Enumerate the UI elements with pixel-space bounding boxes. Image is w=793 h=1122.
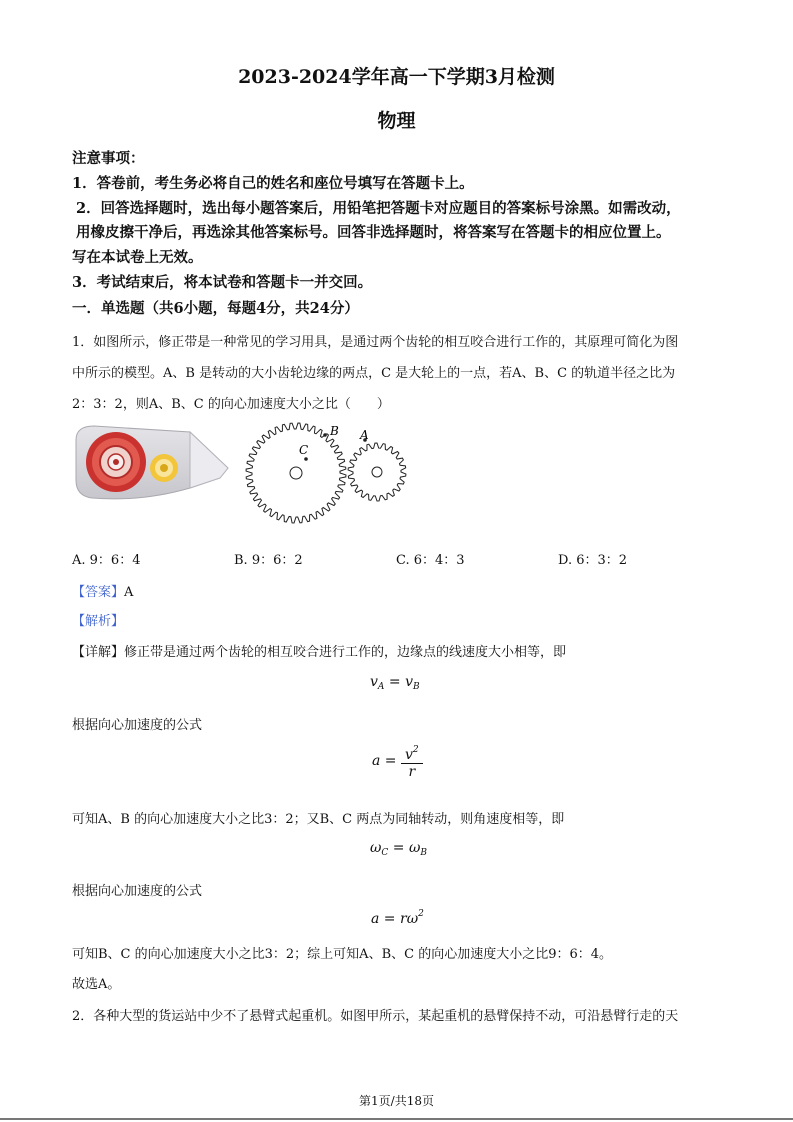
detail-tag: 【详解】	[72, 645, 125, 660]
notice-heading: 注意事项：	[72, 150, 145, 167]
q1-stem-line3: 2：3：2，则A、B、C 的向心加速度大小之比（ ）	[72, 397, 390, 412]
notice-item-1: 1．答卷前，考生务必将自己的姓名和座位号填写在答题卡上。	[72, 175, 474, 192]
detail-line2: 根据向心加速度的公式	[72, 718, 203, 733]
detail-line1	[72, 641, 566, 660]
option-a: A. 9：6：4	[72, 553, 141, 568]
conclusion: 故选A。	[72, 977, 121, 992]
q1-stem-line2: 中所示的模型。A、B 是转动的大小齿轮边缘的两点，C 是大轮上的一点，若A、B、C 的轨道半径之比为	[72, 366, 676, 381]
bottom-rule	[0, 1118, 793, 1120]
answer-line	[72, 581, 133, 600]
formula-acceleration-omega: $a = r\omega^2$	[371, 909, 424, 927]
correction-tape-photo	[72, 422, 232, 504]
label-b: B	[330, 424, 339, 438]
section-heading: 一．单选题（共6小题，每题4分，共24分）	[72, 300, 359, 317]
label-c: C	[299, 443, 309, 457]
option-d: D. 6：3：2	[558, 553, 628, 568]
answer-value: A	[124, 585, 134, 600]
formula-acceleration-v: a = $\frac{v^2}{r}$	[372, 742, 423, 780]
detail-text-1: 修正带是通过两个齿轮的相互咬合进行工作的，边缘点的线速度大小相等，即	[124, 645, 567, 660]
q1-stem-line1: 1．如图所示，修正带是一种常见的学习用具，是通过两个齿轮的相互咬合进行工作的，其原理可简化为图	[72, 335, 679, 350]
option-b: B. 9：6：2	[234, 553, 303, 568]
exam-title: 2023-2024学年高一下学期3月检测	[238, 66, 555, 88]
subject-title: 物理	[377, 110, 416, 132]
detail-line5: 可知B、C 的向心加速度大小之比3：2；综上可知A、B、C 的向心加速度大小之比9：6：4。	[72, 947, 613, 962]
small-gear	[348, 443, 406, 501]
gear-diagram	[244, 422, 414, 530]
page-footer: 第1页/共18页	[359, 1094, 434, 1108]
notice-item-2-line2: 用橡皮擦干净后，再选涂其他答案标号。回答非选择题时，将答案写在答题卡的相应位置上。	[76, 224, 671, 241]
label-a: A	[360, 428, 369, 442]
formula-omega-equal: $\omega_C = \omega_B$	[370, 840, 427, 858]
q2-stem-line1: 2．各种大型的货运站中少不了悬臂式起重机。如图甲所示，某起重机的悬臂保持不动，可沿悬臂行走的天	[72, 1009, 679, 1024]
formula-velocity-equal: $v_A = v_B$	[370, 674, 420, 692]
notice-item-2-line1: 2．回答选择题时，选出每小题答案后，用铅笔把答题卡对应题目的答案标号涂黑。如需改动，	[76, 200, 681, 217]
option-c: C. 6：4：3	[396, 553, 465, 568]
notice-item-3: 3．考试结束后，将本试卷和答题卡一并交回。	[72, 274, 373, 291]
detail-line4: 根据向心加速度的公式	[72, 884, 203, 899]
analysis-tag: 【解析】	[72, 614, 125, 629]
answer-tag: 【答案】	[72, 585, 125, 600]
detail-line3: 可知A、B 的向心加速度大小之比3：2；又B、C 两点为同轴转动，则角速度相等，即	[72, 812, 565, 827]
notice-item-2-line3: 写在本试卷上无效。	[72, 249, 203, 266]
large-gear	[246, 423, 346, 523]
